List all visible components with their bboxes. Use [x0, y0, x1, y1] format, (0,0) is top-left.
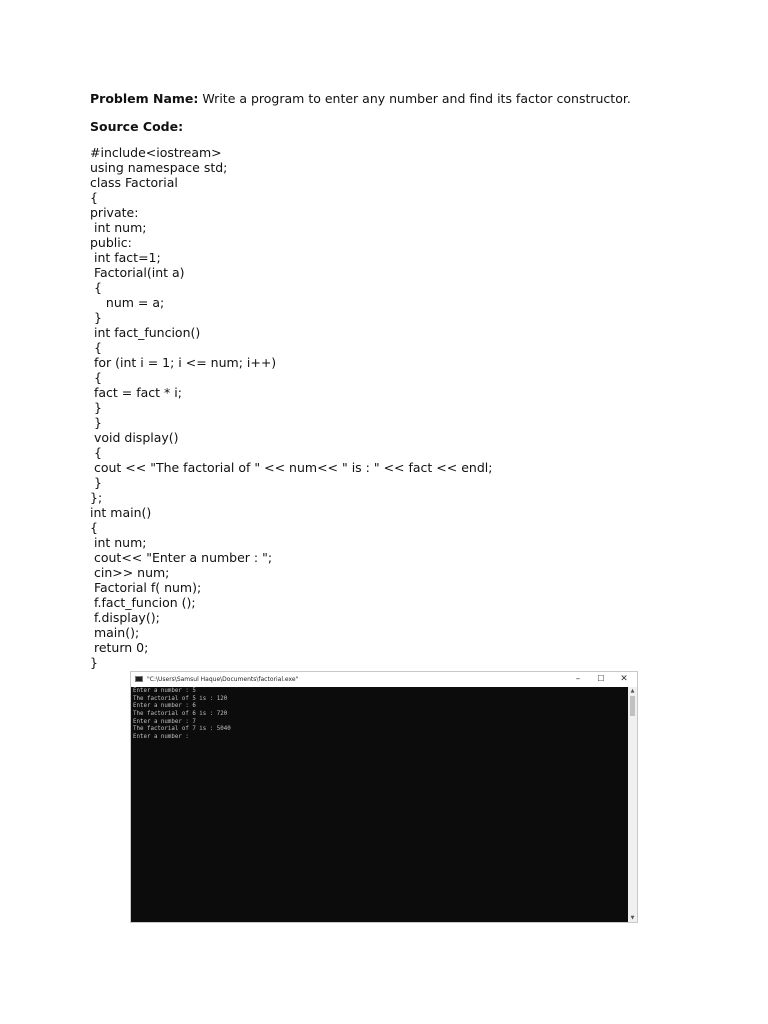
code-line: int fact=1;	[90, 250, 161, 265]
code-line: int main()	[90, 505, 152, 520]
code-line: f.display();	[90, 610, 160, 625]
source-code-heading: Source Code:	[90, 119, 184, 134]
maximize-button[interactable]: ☐	[597, 674, 605, 683]
code-line: int num;	[90, 535, 147, 550]
console-output-line: The factorial of 5 is : 120	[133, 695, 228, 702]
code-line: {	[90, 280, 102, 295]
code-line: {	[90, 445, 102, 460]
console-output-area[interactable]	[131, 687, 628, 922]
code-line: }	[90, 655, 98, 670]
code-line: class Factorial	[90, 175, 178, 190]
console-titlebar[interactable]	[131, 672, 637, 687]
close-button[interactable]: ✕	[620, 674, 628, 684]
scroll-thumb[interactable]	[630, 696, 635, 716]
code-line: cin>> num;	[90, 565, 170, 580]
code-line: }	[90, 415, 102, 430]
source-code-block	[90, 145, 492, 670]
code-line: {	[90, 370, 102, 385]
code-line: };	[90, 490, 103, 505]
problem-text: Write a program to enter any number and find its factor constructor.	[198, 91, 631, 106]
console-output-line: Enter a number : 5	[133, 688, 196, 694]
problem-label: Problem Name:	[90, 91, 199, 106]
code-line: Factorial(int a)	[90, 265, 185, 280]
code-line: int num;	[90, 220, 147, 235]
console-title: "C:\Users\Samsul Haque\Documents\factorial.exe"	[147, 676, 299, 683]
code-line: cout<< "Enter a number : ";	[90, 550, 273, 565]
code-line: main();	[90, 625, 140, 640]
code-line: {	[90, 520, 98, 535]
code-line: num = a;	[90, 295, 165, 310]
code-line: for (int i = 1; i <= num; i++)	[90, 355, 277, 370]
code-line: }	[90, 475, 102, 490]
code-line: void display()	[90, 430, 179, 445]
code-line: using namespace std;	[90, 160, 228, 175]
code-line: {	[90, 190, 98, 205]
code-line: return 0;	[90, 640, 149, 655]
code-line: fact = fact * i;	[90, 385, 182, 400]
console-output-line: Enter a number : 7	[133, 718, 196, 725]
code-line: public:	[90, 235, 132, 250]
code-line: {	[90, 340, 102, 355]
minimize-button[interactable]: –	[575, 674, 581, 684]
code-line: cout << "The factorial of " << num<< " is : " << fact << endl;	[90, 460, 493, 475]
scroll-down-arrow-icon[interactable]: ▼	[630, 915, 635, 921]
console-app-icon	[135, 676, 143, 682]
code-line: private:	[90, 205, 139, 220]
code-line: }	[90, 310, 102, 325]
console-output-line: The factorial of 6 is : 720	[133, 711, 228, 718]
code-line: Factorial f( num);	[90, 580, 202, 595]
console-window	[130, 671, 638, 923]
console-scrollbar[interactable]	[628, 687, 637, 922]
code-line: }	[90, 400, 102, 415]
console-output-line: Enter a number : 6	[133, 703, 196, 710]
problem-statement	[90, 90, 631, 108]
code-line: int fact_funcion()	[90, 325, 201, 340]
scroll-up-arrow-icon[interactable]: ▲	[630, 688, 635, 694]
code-line: #include<iostream>	[90, 145, 222, 160]
console-output-line: Enter a number :	[133, 734, 193, 741]
code-line: f.fact_funcion ();	[90, 595, 196, 610]
console-output-line: The factorial of 7 is : 5040	[133, 726, 231, 733]
